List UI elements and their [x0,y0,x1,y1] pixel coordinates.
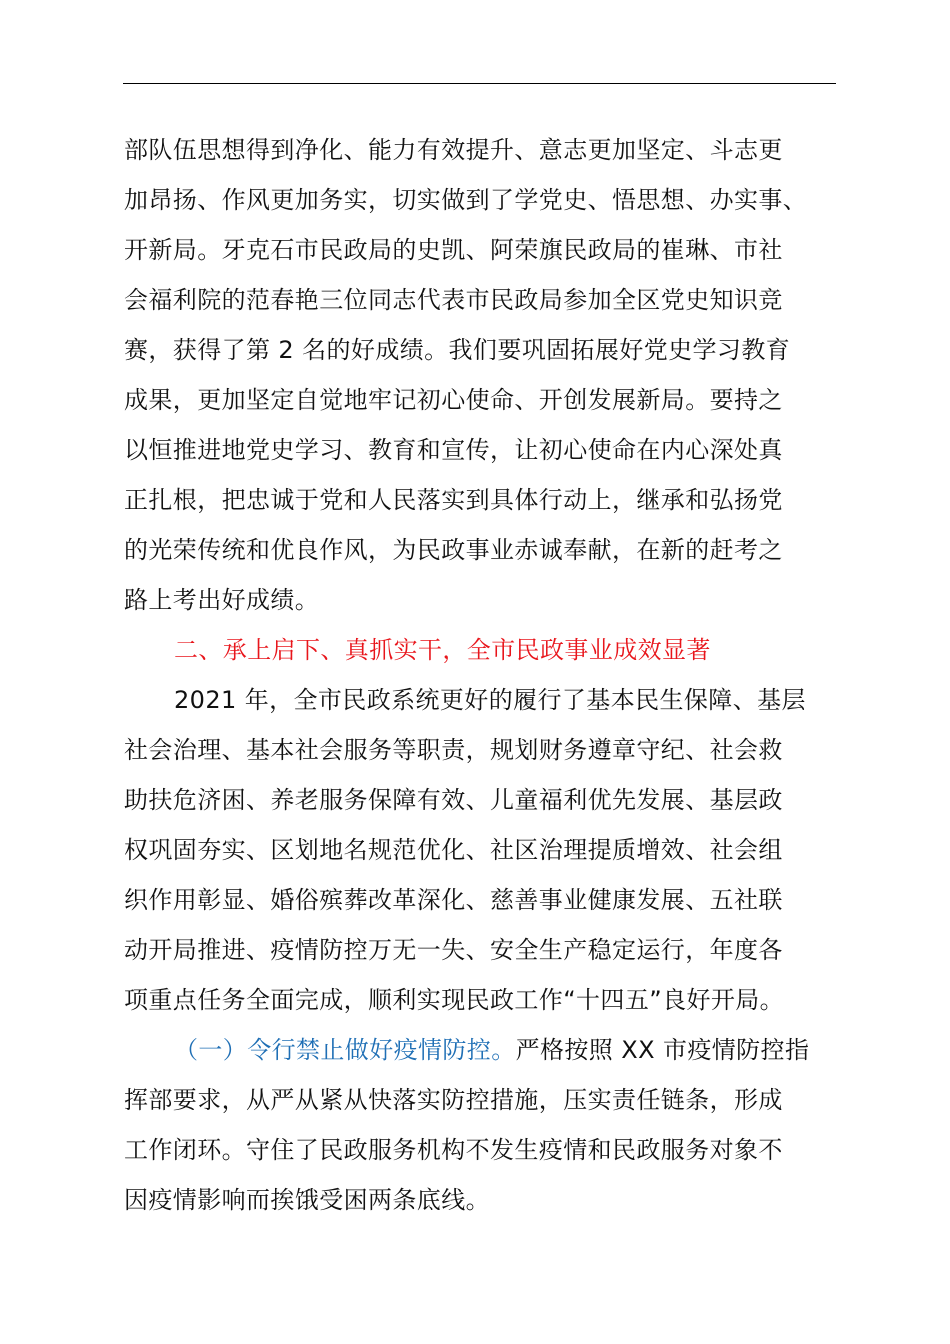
text-line: 开新局。牙克石市民政局的史凯、阿荣旗民政局的崔琳、市社 [124,236,783,264]
text-line: 2021 年，全市民政系统更好的履行了基本民生保障、基层 [174,686,806,714]
text-line: 项重点任务全面完成，顺利实现民政工作“十四五”良好开局。 [124,986,785,1014]
text-line: 织作用彰显、婚俗殡葬改革深化、慈善事业健康发展、五社联 [124,886,783,914]
text-line: 赛，获得了第 2 名的好成绩。我们要巩固拓展好党史学习教育 [124,336,791,364]
paragraph-2 [124,675,844,1025]
document-body [124,125,844,1225]
text-line [124,1025,844,1075]
text-line: 路上考出好成绩。 [124,586,320,614]
text-line: 正扎根，把忠诚于党和人民落实到具体行动上，继承和弘扬党 [124,486,783,514]
paragraph-1 [124,125,844,625]
text-line: 的光荣传统和优良作风，为民政事业赤诚奉献，在新的赶考之 [124,536,783,564]
text-line: 社会治理、基本社会服务等职责，规划财务遵章守纪、社会救 [124,736,783,764]
header-rule [123,83,836,84]
text-line: 工作闭环。守住了民政服务机构不发生疫情和民政服务对象不 [124,1136,783,1164]
text-line: 加昂扬、作风更加务实，切实做到了学党史、悟思想、办实事、 [124,186,808,214]
text-line: 会福利院的范春艳三位同志代表市民政局参加全区党史知识竞 [124,286,783,314]
subsection-heading: （一）令行禁止做好疫情防控。 [174,1036,516,1064]
section-heading: 二、承上启下、真抓实干，全市民政事业成效显著 [174,636,711,664]
text-line: 成果，更加坚定自觉地牢记初心使命、开创发展新局。要持之 [124,386,783,414]
text-line: 动开局推进、疫情防控万无一失、安全生产稳定运行，年度各 [124,936,783,964]
text-line: 权巩固夯实、区划地名规范优化、社区治理提质增效、社会组 [124,836,783,864]
text-line: 助扶危济困、养老服务保障有效、儿童福利优先发展、基层政 [124,786,783,814]
text-line: 以恒推进地党史学习、教育和宣传，让初心使命在内心深处真 [124,436,783,464]
text-line: 因疫情影响而挨饿受困两条底线。 [124,1186,490,1214]
text-run: 严格按照 XX 市疫情防控指 [515,1036,810,1064]
text-line: 部队伍思想得到净化、能力有效提升、意志更加坚定、斗志更 [124,136,783,164]
text-line: 挥部要求，从严从紧从快落实防控措施，压实责任链条，形成 [124,1086,783,1114]
paragraph-3 [124,1025,844,1225]
